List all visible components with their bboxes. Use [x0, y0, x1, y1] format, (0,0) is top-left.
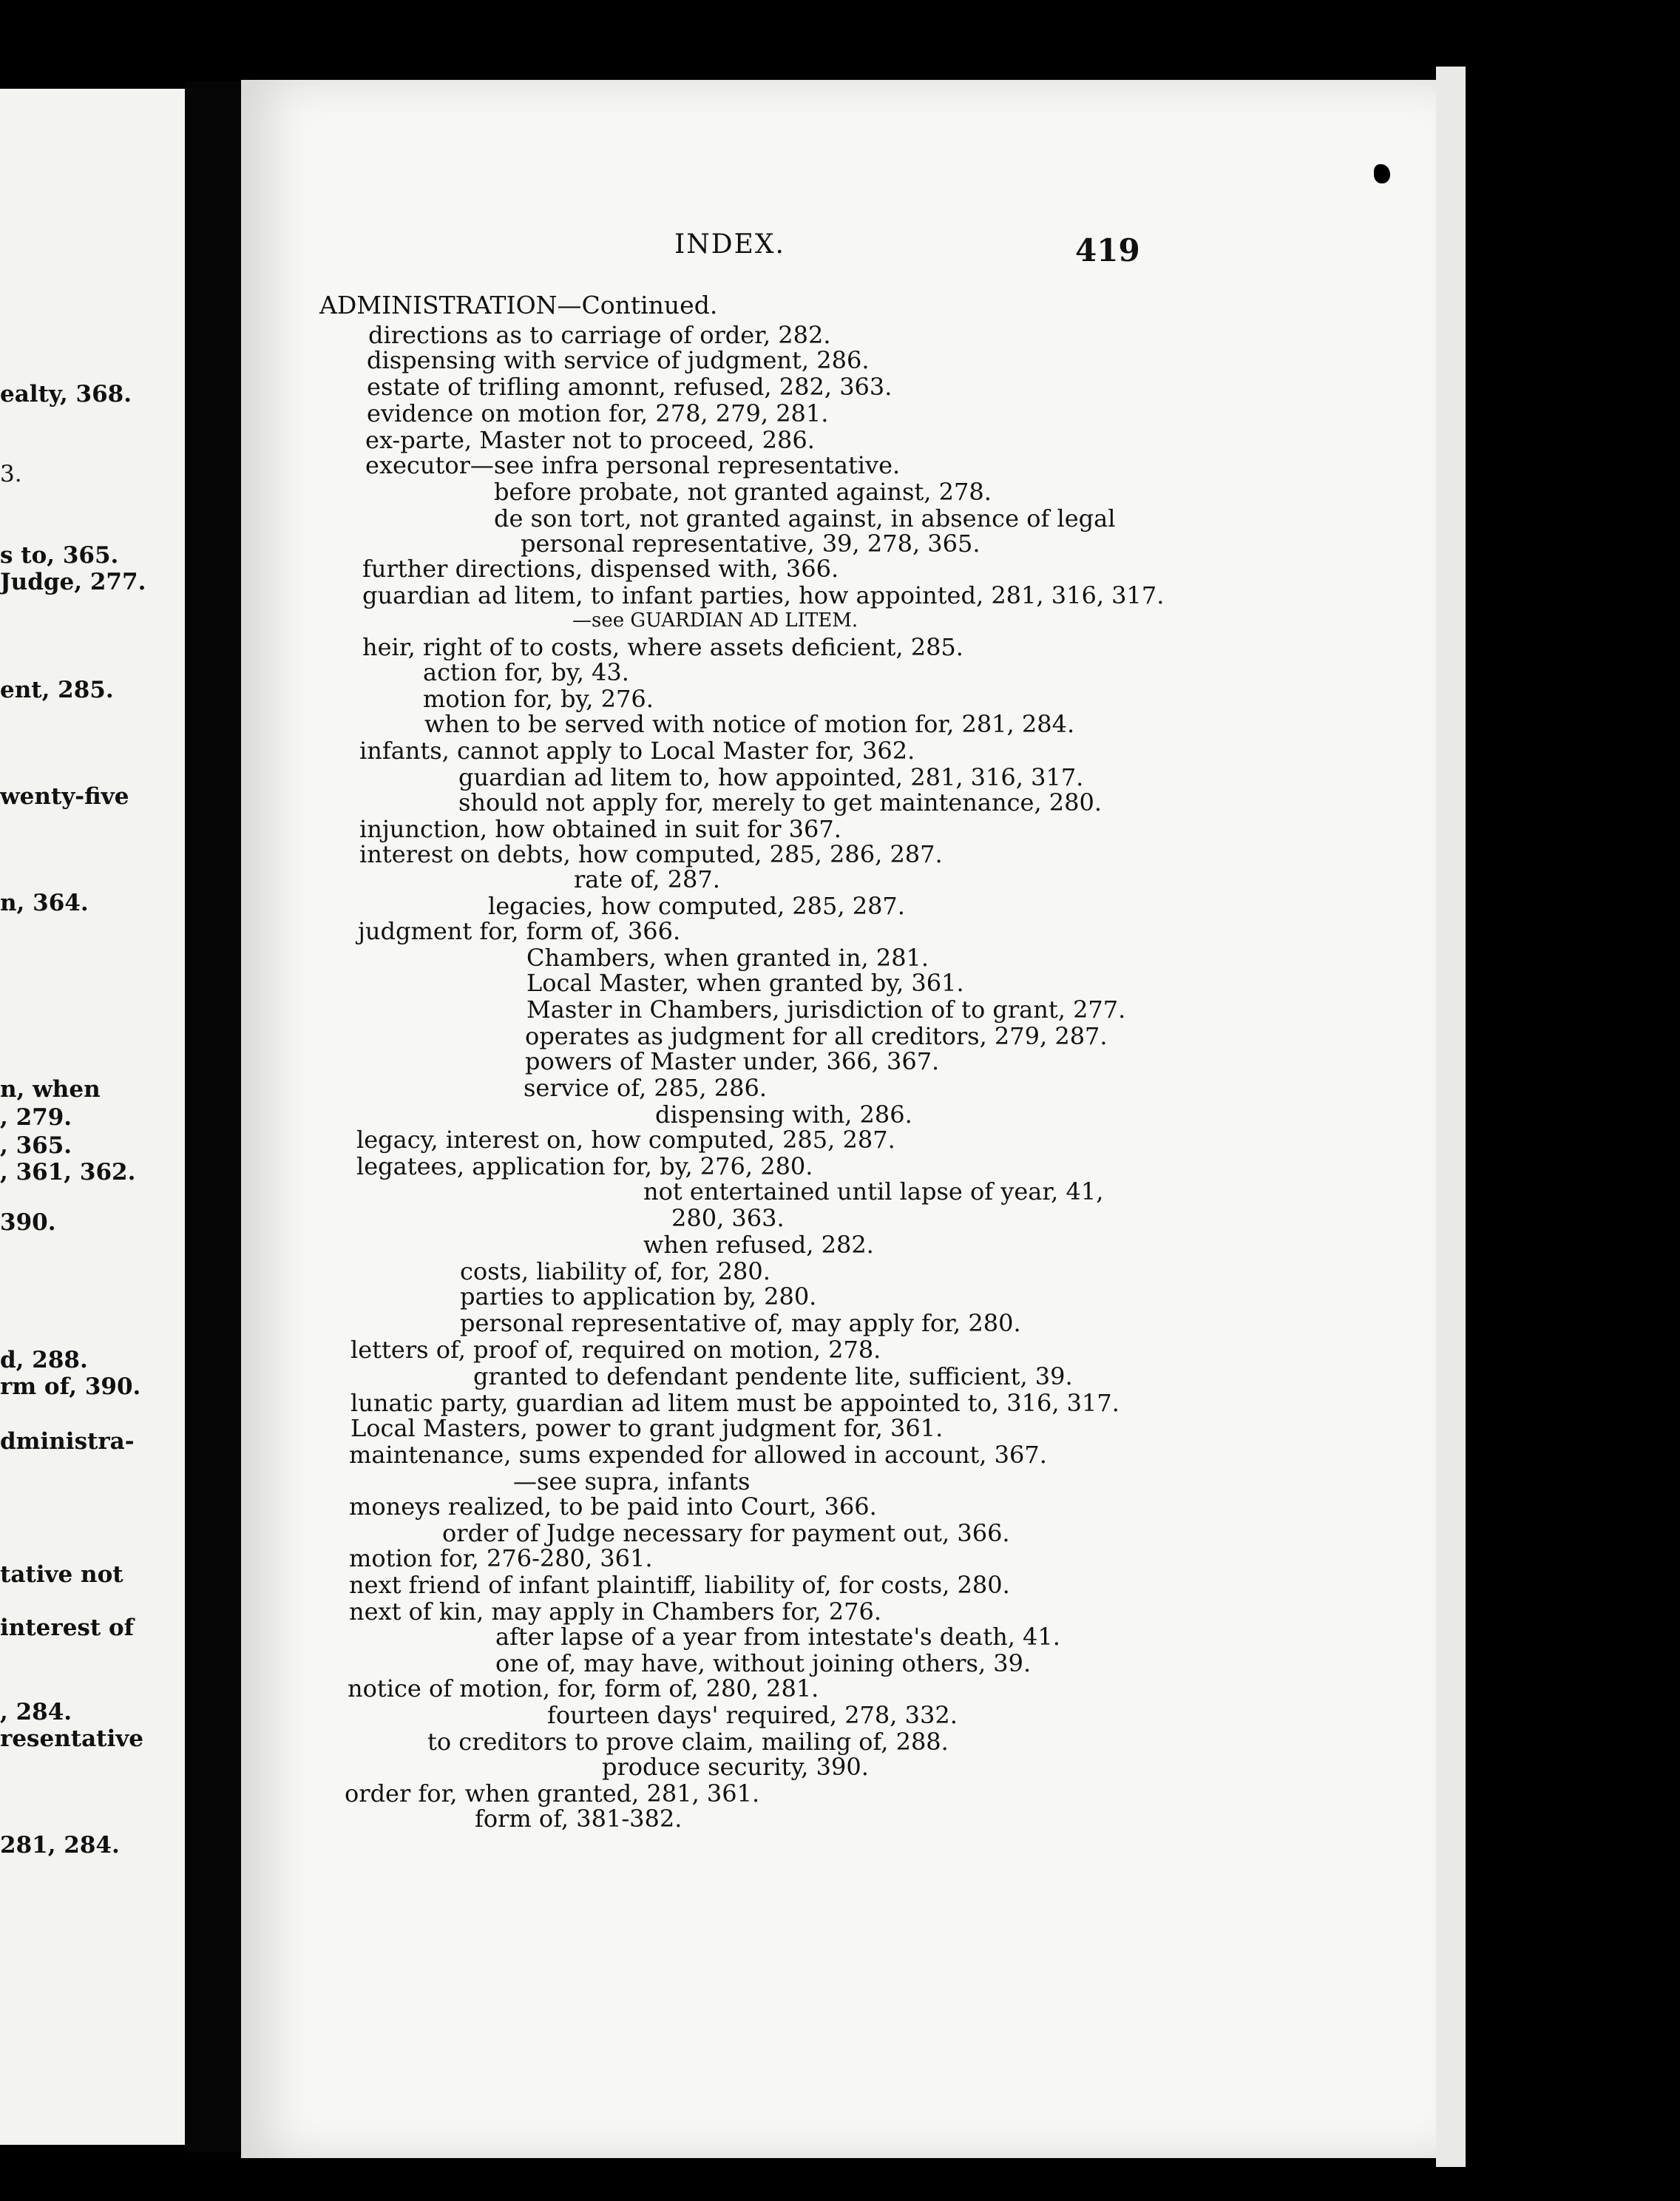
index-entry: not entertained until lapse of year, 41,: [643, 1177, 1104, 1206]
left-fragment: tative not: [0, 1561, 123, 1588]
left-fragment: wenty-five: [0, 783, 129, 810]
left-fragment: Judge, 277.: [0, 569, 146, 595]
index-entry: judgment for, form of, 366.: [358, 917, 681, 945]
left-fragment: rm of, 390.: [0, 1373, 141, 1400]
index-entry: guardian ad litem to, how appointed, 281, 316, 317.: [458, 763, 1084, 791]
left-fragment: , 365.: [0, 1132, 72, 1159]
index-entry: dispensing with service of judgment, 286.: [367, 346, 870, 374]
index-entry: when refused, 282.: [643, 1231, 874, 1259]
ink-speck-icon: [1374, 164, 1390, 183]
left-fragment: n, when: [0, 1076, 101, 1103]
index-entry: should not apply for, merely to get maintenance, 280.: [458, 788, 1102, 816]
left-fragment: , 279.: [0, 1104, 72, 1131]
index-entry: letters of, proof of, required on motion, 278.: [350, 1336, 881, 1364]
left-fragment: ealty, 368.: [0, 381, 132, 408]
index-entry: Local Masters, power to grant judgment for, 361.: [350, 1414, 944, 1442]
index-entry: estate of trifling amonnt, refused, 282, 363.: [367, 373, 892, 401]
book-gutter: [185, 81, 241, 2152]
index-entry: personal representative, 39, 278, 365.: [521, 530, 980, 558]
index-entry: legacies, how computed, 285, 287.: [488, 892, 905, 920]
index-entry: one of, may have, without joining others, 39.: [495, 1649, 1032, 1677]
index-entry: costs, liability of, for, 280.: [460, 1257, 770, 1285]
index-heading: ADMINISTRATION—Continued.: [319, 291, 718, 320]
index-entry: moneys realized, to be paid into Court, 366.: [349, 1492, 877, 1521]
index-entry: notice of motion, for, form of, 280, 281.: [348, 1674, 819, 1703]
left-fragment: dministra-: [0, 1428, 135, 1455]
index-entry: next of kin, may apply in Chambers for, 276.: [349, 1598, 882, 1626]
index-entry: Chambers, when granted in, 281.: [526, 944, 929, 972]
index-entry: order for, when granted, 281, 361.: [345, 1779, 760, 1808]
left-fragment: 390.: [0, 1209, 56, 1236]
index-entry: further directions, dispensed with, 366.: [362, 555, 839, 583]
index-entry: infants, cannot apply to Local Master for, 362.: [359, 737, 915, 765]
left-fragment: 281, 284.: [0, 1832, 120, 1859]
left-fragment: interest of: [0, 1615, 134, 1641]
index-entry: when to be served with notice of motion for, 281, 284.: [424, 710, 1075, 738]
index-entry: form of, 381-382.: [475, 1805, 682, 1833]
index-entry: order of Judge necessary for payment out, 366.: [442, 1519, 1010, 1547]
left-fragment: s to, 365.: [0, 542, 119, 569]
index-entry: Local Master, when granted by, 361.: [526, 969, 964, 997]
left-fragment: n, 364.: [0, 890, 89, 916]
left-fragment: 3.: [0, 461, 22, 487]
index-entry: service of, 285, 286.: [524, 1074, 767, 1102]
index-entry: —see supra, infants: [513, 1467, 751, 1495]
index-entry: to creditors to prove claim, mailing of, 288.: [427, 1728, 949, 1756]
index-entry: interest on debts, how computed, 285, 286, 287.: [359, 840, 943, 868]
index-entry: maintenance, sums expended for allowed in account, 367.: [349, 1441, 1047, 1469]
index-entry: after lapse of a year from intestate's death, 41.: [495, 1623, 1060, 1651]
index-entry: legacy, interest on, how computed, 285, 287.: [356, 1126, 895, 1154]
index-entry: motion for, 276-280, 361.: [349, 1544, 653, 1572]
index-entry: heir, right of to costs, where assets deficient, 285.: [362, 633, 963, 661]
index-entry: next friend of infant plaintiff, liability of, for costs, 280.: [349, 1571, 1010, 1599]
index-entry: produce security, 390.: [602, 1753, 869, 1781]
index-entry: lunatic party, guardian ad litem must be appointed to, 316, 317.: [350, 1389, 1120, 1417]
left-fragment: , 361, 362.: [0, 1159, 136, 1186]
index-entry: action for, by, 43.: [423, 658, 629, 686]
index-entry: fourteen days' required, 278, 332.: [547, 1701, 958, 1729]
index-entry: dispensing with, 286.: [655, 1100, 912, 1129]
index-entry: motion for, by, 276.: [423, 685, 654, 713]
index-entry: before probate, not granted against, 278.: [494, 478, 992, 506]
page-edge: [1436, 67, 1466, 2167]
index-entry: injunction, how obtained in suit for 367.: [359, 815, 841, 843]
index-entry: personal representative of, may apply for, 280.: [460, 1309, 1021, 1337]
index-entry: guardian ad litem, to infant parties, how appointed, 281, 316, 317.: [362, 581, 1165, 609]
index-entry: rate of, 287.: [574, 865, 720, 893]
page-number: 419: [1075, 232, 1140, 268]
index-entry: de son tort, not granted against, in absence of legal: [494, 504, 1116, 532]
index-entry: evidence on motion for, 278, 279, 281.: [367, 399, 829, 427]
index-entry: granted to defendant pendente lite, sufficient, 39.: [473, 1362, 1073, 1390]
index-entry: —see GUARDIAN AD LITEM.: [572, 609, 858, 632]
left-fragment: resentative: [0, 1725, 144, 1752]
index-entry: executor—see infra personal representative.: [365, 451, 901, 479]
page-header-title: INDEX.: [674, 229, 785, 260]
left-fragment: ent, 285.: [0, 677, 114, 703]
left-fragment: d, 288.: [0, 1347, 88, 1373]
left-fragment: , 284.: [0, 1699, 72, 1725]
index-entry: 280, 363.: [671, 1204, 785, 1232]
index-entry: directions as to carriage of order, 282.: [368, 321, 831, 349]
index-entry: legatees, application for, by, 276, 280.: [356, 1152, 813, 1180]
index-entry: parties to application by, 280.: [460, 1282, 817, 1311]
index-entry: powers of Master under, 366, 367.: [525, 1047, 940, 1075]
index-entry: Master in Chambers, jurisdiction of to grant, 277.: [526, 995, 1126, 1024]
index-entry: operates as judgment for all creditors, 279, 287.: [525, 1022, 1108, 1050]
index-entry: ex-parte, Master not to proceed, 286.: [365, 426, 815, 454]
